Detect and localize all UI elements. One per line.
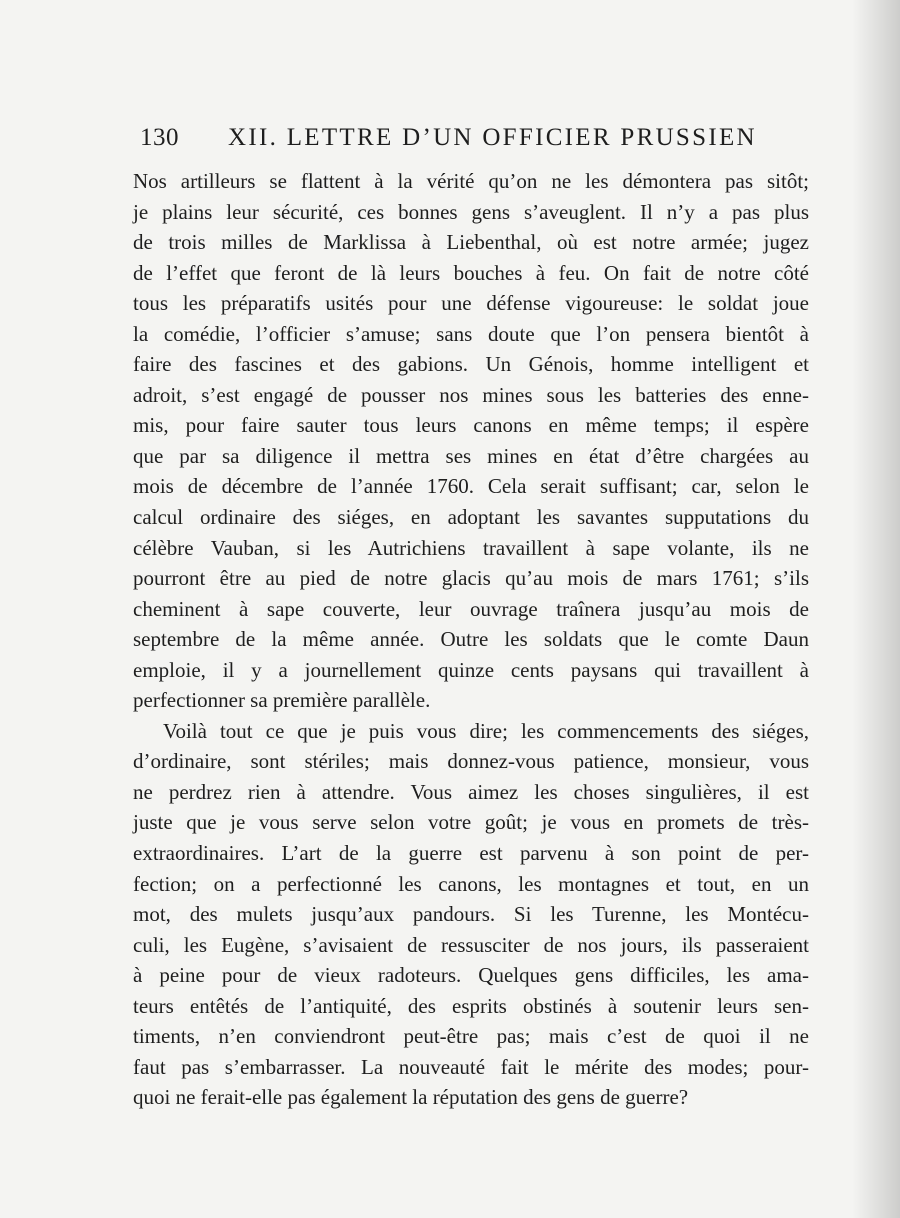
text-line: à peine pour de vieux radoteurs. Quelques gens difficiles, les ama-	[133, 963, 809, 988]
text-line: faire des fascines et des gabions. Un Génois, homme intelligent et	[133, 352, 809, 377]
text-line: de trois milles de Marklissa à Liebenthal, où est notre armée; jugez	[133, 230, 809, 255]
text-line: culi, les Eugène, s’avisaient de ressusciter de nos jours, ils passeraient	[133, 932, 809, 957]
text-line: pourront être au pied de notre glacis qu’au mois de mars 1761; s’ils	[133, 566, 809, 591]
text-line: adroit, s’est engagé de pousser nos mines sous les batteries des enne-	[133, 382, 809, 407]
text-line: mot, des mulets jusqu’aux pandours. Si les Turenne, les Montécu-	[133, 902, 809, 927]
paragraph-1	[133, 166, 809, 716]
text-line: célèbre Vauban, si les Autrichiens travaillent à sape volante, ils ne	[133, 535, 809, 560]
text-line: fection; on a perfectionné les canons, les montagnes et tout, en un	[133, 871, 809, 896]
text-line: perfectionner sa première parallèle.	[133, 688, 431, 713]
text-line: mis, pour faire sauter tous leurs canons en même temps; il espère	[133, 413, 809, 438]
text-line: quoi ne ferait-elle pas également la réputation des gens de guerre?	[133, 1085, 689, 1110]
text-line: d’ordinaire, sont stériles; mais donnez-vous patience, monsieur, vous	[133, 749, 809, 774]
body-text	[133, 166, 809, 1113]
running-header	[140, 124, 780, 158]
text-line: emploie, il y a journellement quinze cents paysans qui travaillent à	[133, 657, 809, 682]
text-line: ne perdrez rien à attendre. Vous aimez les choses singulières, il est	[133, 779, 809, 804]
text-line: juste que je vous serve selon votre goût; je vous en promets de très-	[133, 810, 809, 835]
text-line: Voilà tout ce que je puis vous dire; les commencements des siéges,	[163, 718, 809, 743]
text-line: mois de décembre de l’année 1760. Cela serait suffisant; car, selon le	[133, 474, 809, 499]
text-line: je plains leur sécurité, ces bonnes gens s’aveuglent. Il n’y a pas plus	[133, 199, 809, 224]
page-edge-shadow	[852, 0, 900, 1218]
text-line: septembre de la même année. Outre les soldats que le comte Daun	[133, 627, 809, 652]
text-line: la comédie, l’officier s’amuse; sans doute que l’on pensera bientôt à	[133, 321, 809, 346]
page-number: 130	[140, 124, 179, 151]
text-line: que par sa diligence il mettra ses mines en état d’être chargées au	[133, 443, 809, 468]
text-line: cheminent à sape couverte, leur ouvrage traînera jusqu’au mois de	[133, 596, 809, 621]
text-line: tous les préparatifs usités pour une défense vigoureuse: le soldat joue	[133, 291, 809, 316]
text-line: calcul ordinaire des siéges, en adoptant les savantes supputations du	[133, 505, 809, 530]
text-line: de l’effet que feront de là leurs bouches à feu. On fait de notre côté	[133, 260, 809, 285]
text-line: faut pas s’embarrasser. La nouveauté fait le mérite des modes; pour-	[133, 1054, 809, 1079]
text-line: timents, n’en conviendront peut-être pas; mais c’est de quoi il ne	[133, 1024, 809, 1049]
text-line: teurs entêtés de l’antiquité, des esprits obstinés à soutenir leurs sen-	[133, 993, 809, 1018]
running-title: XII. LETTRE D’UN OFFICIER PRUSSIEN	[228, 124, 757, 151]
text-line: extraordinaires. L’art de la guerre est parvenu à son point de per-	[133, 841, 809, 866]
text-line: Nos artilleurs se flattent à la vérité qu’on ne les démontera pas sitôt;	[133, 169, 809, 193]
paragraph-2	[133, 716, 809, 1113]
